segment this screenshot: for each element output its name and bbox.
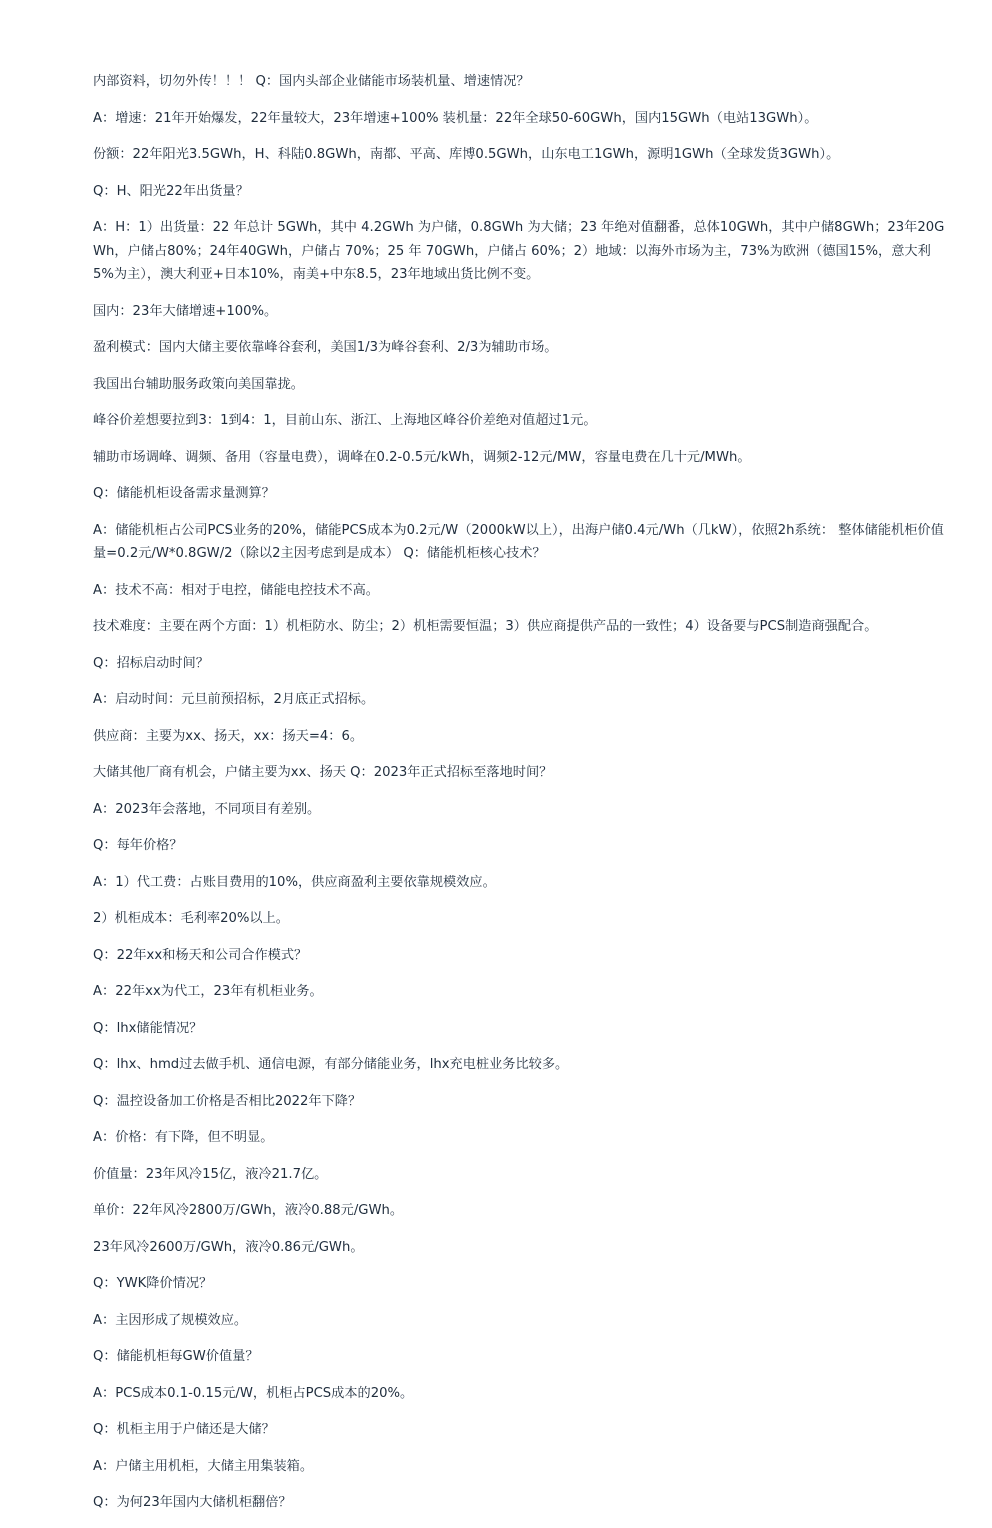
paragraph: Q：YWK降价情况？	[93, 1276, 213, 1291]
paragraph: A：2023年会落地，不同项目有差别。	[93, 801, 321, 817]
paragraph: Q：招标启动时间？	[93, 655, 209, 671]
paragraph: Q：22年xx和杨天和公司合作模式？	[93, 947, 308, 963]
paragraph: 价值量：23年风冷15亿，液冷21.7亿。	[93, 1166, 328, 1182]
paragraph: Q：每年价格？	[93, 838, 183, 853]
paragraph: A：启动时间：元旦前预招标，2月底正式招标。	[93, 692, 375, 707]
paragraph: A：22年xx为代工，23年有机柜业务。	[93, 984, 323, 999]
paragraph: A：户储主用机柜，大储主用集装箱。	[93, 1458, 314, 1474]
paragraph: 供应商：主要为xx、扬天，xx：扬天=4：6。	[93, 728, 364, 744]
paragraph: 大储其他厂商有机会，户储主要为xx、扬天 Q：2023年正式招标至落地时间？	[93, 765, 553, 780]
paragraph: 份额：22年阳光3.5GWh，H、科陆0.8GWh，南都、平高、库博0.5GWh，山东电工1GWh，源明1GWh（全球发货3GWh）。	[93, 147, 840, 162]
paragraph: A：1）代工费：占账目费用的10%，供应商盈利主要依靠规模效应。	[93, 874, 496, 890]
paragraph: Q：机柜主用于户储还是大储？	[93, 1422, 275, 1437]
document-body	[93, 70, 945, 1528]
paragraph: Q：储能机柜每GW价值量？	[93, 1349, 259, 1364]
paragraph: A：主因形成了规模效应。	[93, 1312, 248, 1328]
paragraph: A：价格：有下降，但不明显。	[93, 1130, 274, 1145]
paragraph: Q：温控设备加工价格是否相比2022年下降？	[93, 1093, 362, 1109]
paragraph: Q：为何23年国内大储机柜翻倍？	[93, 1495, 292, 1510]
paragraph: Q：H、阳光22年出货量？	[93, 183, 249, 199]
paragraph: Q：储能机柜设备需求量测算？	[93, 486, 275, 501]
paragraph: A：技术不高：相对于电控，储能电控技术不高。	[93, 582, 379, 598]
paragraph: 技术难度：主要在两个方面：1）机柜防水、防尘；2）机柜需要恒温；3）供应商提供产品的一致性；4）设备要与PCS制造商强配合。	[93, 619, 878, 634]
paragraph: 峰谷价差想要拉到3：1到4：1，目前山东、浙江、上海地区峰谷价差绝对值超过1元。	[93, 413, 597, 428]
paragraph: 辅助市场调峰、调频、备用（容量电费），调峰在0.2-0.5元/kWh，调频2-12元/MW，容量电费在几十元/MWh。	[93, 449, 751, 465]
paragraph: 内部资料，切勿外传！！！ Q：国内头部企业储能市场装机量、增速情况？	[93, 74, 530, 89]
paragraph: 国内：23年大储增速+100%。	[93, 303, 278, 319]
paragraph: Q：lhx、hmd过去做手机、通信电源，有部分储能业务，lhx充电桩业务比较多。	[93, 1057, 569, 1072]
paragraph: A：H：1）出货量：22 年总计 5GWh，其中 4.2GWh 为户储，0.8GWh 为大储；23 年绝对值翻番，总体10GWh，其中户储8GWh；23年20GWh，户储占80%；24年40GWh，户储占 70%；25 年 70GWh，户储占 60%；2）地域：以海外市场为主，73%为欧洲（德国15%，意大利5%为主），澳大利亚+日本10%，南美+中东8.5，23年地域出货比例不变。	[93, 220, 945, 282]
paragraph: A：储能机柜占公司PCS业务的20%，储能PCS成本为0.2元/W（2000kW以上），出海户储0.4元/Wh（几kW），依照2h系统： 整体储能机柜价值量=0.2元/W*0.8GW/2（除以2主因考虑到是成本） Q：储能机柜核心技术？	[93, 522, 944, 561]
paragraph: 盈利模式：国内大储主要依靠峰谷套利，美国1/3为峰谷套利、2/3为辅助市场。	[93, 340, 558, 355]
paragraph: 单价：22年风冷2800万/GWh，液冷0.88元/GWh。	[93, 1203, 404, 1218]
paragraph: Q：lhx储能情况？	[93, 1020, 203, 1036]
paragraph: A：PCS成本0.1-0.15元/W，机柜占PCS成本的20%。	[93, 1385, 414, 1401]
paragraph: 2）机柜成本：毛利率20%以上。	[93, 911, 289, 926]
paragraph: 23年风冷2600万/GWh，液冷0.86元/GWh。	[93, 1239, 364, 1255]
paragraph: A：增速：21年开始爆发，22年量较大，23年增速+100% 装机量：22年全球50-60GWh，国内15GWh（电站13GWh）。	[93, 110, 818, 126]
paragraph: 我国出台辅助服务政策向美国靠拢。	[93, 376, 304, 392]
